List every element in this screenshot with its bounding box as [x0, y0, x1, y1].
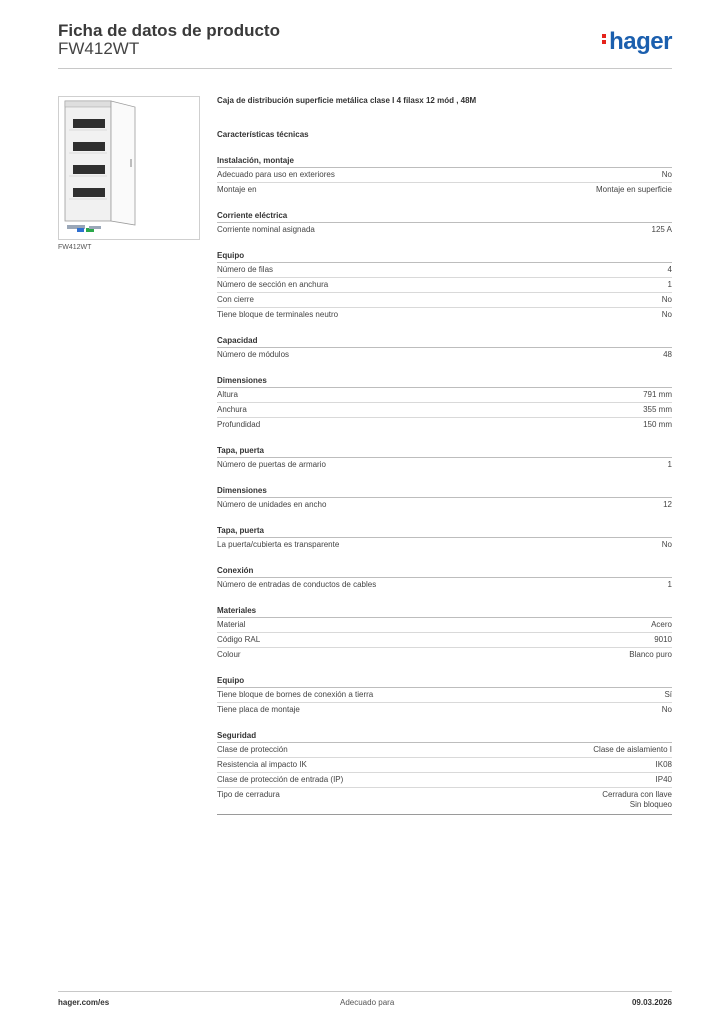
spec-label: Número de unidades en ancho [217, 500, 327, 509]
spec-section [217, 445, 672, 472]
spec-value: 9010 [654, 635, 672, 644]
distribution-cabinet-icon [59, 97, 199, 239]
spec-value: 1 [667, 580, 672, 589]
spec-section [217, 250, 672, 322]
spec-value: 791 mm [643, 390, 672, 399]
spec-row [217, 688, 672, 703]
spec-label: Tiene bloque de terminales neutro [217, 310, 339, 319]
spec-label: Material [217, 620, 246, 629]
spec-value: Clase de aislamiento I [593, 745, 672, 754]
spec-sections [217, 155, 672, 812]
spec-label: Número de entradas de conductos de cables [217, 580, 377, 589]
technical-characteristics-heading: Características técnicas [217, 130, 309, 139]
spec-section [217, 375, 672, 432]
spec-row [217, 648, 672, 662]
logo-dots-icon [602, 32, 607, 46]
spec-row [217, 758, 672, 773]
spec-label: Número de puertas de armario [217, 460, 326, 469]
logo-text: hager [609, 28, 672, 55]
spec-value: No [661, 295, 672, 304]
section-title: Equipo [217, 250, 672, 263]
spec-value: No [661, 310, 672, 319]
spec-value: Acero [651, 620, 672, 629]
spec-section [217, 730, 672, 812]
product-image [58, 96, 200, 240]
spec-value: No [661, 540, 672, 549]
spec-value: 48 [663, 350, 672, 359]
footer-date: 09.03.2026 [631, 998, 672, 1007]
spec-row [217, 743, 672, 758]
spec-section [217, 485, 672, 512]
spec-value: 355 mm [643, 405, 672, 414]
datasheet-content [217, 96, 672, 815]
spec-label: Con cierre [217, 295, 254, 304]
spec-value: 1 [667, 280, 672, 289]
spec-row [217, 388, 672, 403]
spec-section [217, 525, 672, 552]
spec-label: Profundidad [217, 420, 261, 429]
spec-label: Anchura [217, 405, 247, 414]
footer-note: Adecuado para [340, 998, 395, 1007]
spec-row [217, 578, 672, 592]
spec-value: Sí [664, 690, 672, 699]
spec-label: Adecuado para uso en exteriores [217, 170, 335, 179]
spec-row [217, 168, 672, 183]
spec-row [217, 788, 672, 812]
spec-label: Tipo de cerradura [217, 790, 280, 799]
spec-label: Número de módulos [217, 350, 290, 359]
spec-value: Cerradura con llave Sin bloqueo [602, 790, 672, 809]
spec-value: IK08 [655, 760, 672, 769]
section-title: Dimensiones [217, 375, 672, 388]
section-title: Capacidad [217, 335, 672, 348]
spec-row [217, 618, 672, 633]
spec-label: Colour [217, 650, 241, 659]
footer-divider [58, 991, 672, 992]
spec-section [217, 210, 672, 237]
spec-value: 125 A [651, 225, 672, 234]
spec-section [217, 335, 672, 362]
spec-row [217, 263, 672, 278]
spec-value: Montaje en superficie [595, 185, 672, 194]
spec-label: Corriente nominal asignada [217, 225, 315, 234]
spec-section [217, 565, 672, 592]
spec-label: Clase de protección [217, 745, 288, 754]
spec-value: 1 [667, 460, 672, 469]
spec-row [217, 703, 672, 717]
spec-value: Blanco puro [629, 650, 672, 659]
spec-row [217, 293, 672, 308]
spec-label: Resistencia al impacto IK [217, 760, 307, 769]
spec-label: La puerta/cubierta es transparente [217, 540, 340, 549]
spec-row [217, 633, 672, 648]
section-title: Corriente eléctrica [217, 210, 672, 223]
spec-value: 4 [667, 265, 672, 274]
spec-value: 12 [663, 500, 672, 509]
spec-row [217, 498, 672, 512]
spec-row [217, 458, 672, 472]
hager-logo [602, 28, 672, 56]
spec-row [217, 278, 672, 293]
spec-row [217, 538, 672, 552]
section-title: Instalación, montaje [217, 155, 672, 168]
spec-section [217, 155, 672, 197]
product-code: FW412WT [58, 39, 140, 58]
spec-row [217, 773, 672, 788]
table-end-divider [217, 814, 672, 815]
section-title: Tapa, puerta [217, 525, 672, 538]
section-title: Tapa, puerta [217, 445, 672, 458]
spec-label: Código RAL [217, 635, 261, 644]
spec-row [217, 348, 672, 362]
spec-section [217, 675, 672, 717]
product-description: Caja de distribución superficie metálica clase I 4 filasx 12 mód , 48M [217, 96, 477, 105]
spec-label: Clase de protección de entrada (IP) [217, 775, 344, 784]
section-title: Equipo [217, 675, 672, 688]
spec-value: IP40 [655, 775, 672, 784]
header-divider [58, 68, 672, 69]
spec-row [217, 223, 672, 237]
spec-label: Número de filas [217, 265, 274, 274]
spec-value: 150 mm [643, 420, 672, 429]
spec-label: Montaje en [217, 185, 257, 194]
spec-row [217, 418, 672, 432]
spec-row [217, 403, 672, 418]
spec-row [217, 308, 672, 322]
spec-label: Tiene placa de montaje [217, 705, 300, 714]
spec-row [217, 183, 672, 197]
spec-label: Tiene bloque de bornes de conexión a tierra [217, 690, 374, 699]
spec-value: No [661, 705, 672, 714]
spec-value: No [661, 170, 672, 179]
spec-label: Altura [217, 390, 238, 399]
section-title: Dimensiones [217, 485, 672, 498]
spec-section [217, 605, 672, 662]
section-title: Materiales [217, 605, 672, 618]
section-title: Seguridad [217, 730, 672, 743]
section-title: Conexión [217, 565, 672, 578]
image-caption: FW412WT [58, 244, 92, 251]
footer-website: hager.com/es [58, 998, 110, 1007]
page-title: Ficha de datos de producto [58, 21, 280, 40]
spec-label: Número de sección en anchura [217, 280, 329, 289]
